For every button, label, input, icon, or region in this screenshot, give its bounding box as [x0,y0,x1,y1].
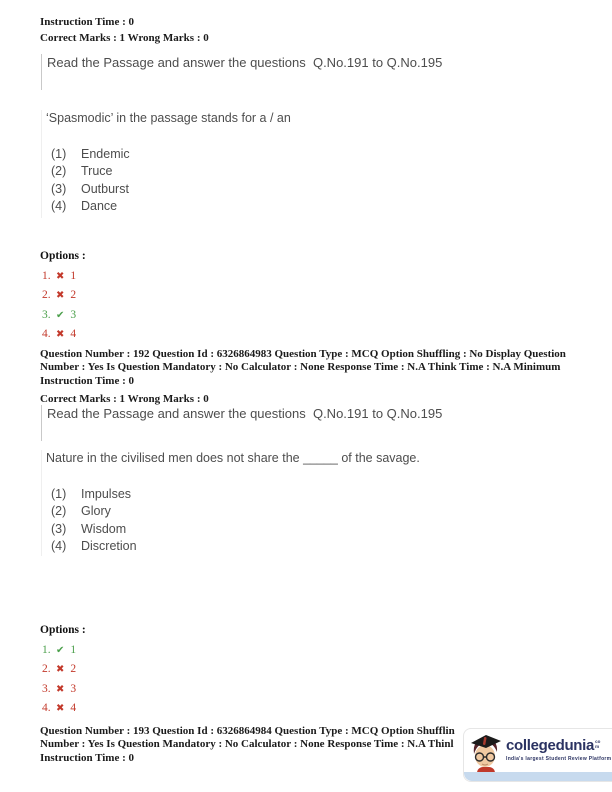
answer-row [42,699,76,718]
answer-number: 4. [42,702,51,715]
choice-row [51,486,420,503]
cross-icon: ✖ [56,290,65,302]
answer-row [42,325,76,344]
choice-label: Dance [81,199,118,214]
answer-value: 2 [70,663,77,676]
answer-value: 3 [70,308,77,321]
answer-number: 4. [42,328,51,341]
check-icon: ✔ [56,309,65,321]
question-192-body [41,450,420,556]
choice-label: Impulses [81,487,132,501]
choice-number: (3) [51,181,67,196]
answer-value: 1 [70,644,77,656]
answer-row [42,680,76,699]
marks-line: Correct Marks : 1 Wrong Marks : 0 [40,393,209,405]
cross-icon: ✖ [56,703,65,715]
question-text: ‘Spasmodic’ in the passage stands for a / an [46,111,291,125]
choice-number: (1) [51,487,67,501]
answer-value: 1 [70,270,77,282]
answer-value: 4 [70,328,77,341]
choice-row [51,181,291,198]
answer-value: 4 [70,702,77,715]
cross-icon: ✖ [56,683,65,695]
choice-row [51,198,291,215]
choice-row [51,503,420,520]
answer-value: 2 [70,289,77,302]
marks-line: Correct Marks : 1 Wrong Marks : 0 [40,32,209,44]
logo-text [506,738,611,762]
question-191-body [41,110,291,218]
answer-number: 3. [42,308,51,321]
choice-number: (4) [51,539,67,554]
answer-row [42,286,76,305]
answer-key-191 [42,267,76,345]
choice-label: Outburst [81,181,129,196]
choice-label: Wisdom [81,521,127,536]
options-heading: Options : [40,250,86,262]
choice-label: Glory [81,504,111,519]
brand-suffix: com [595,739,601,749]
brand-tagline: India's largest Student Review Platform [506,756,612,762]
check-icon: ✔ [56,645,65,656]
brand-line [506,738,611,754]
cross-icon: ✖ [56,271,65,282]
meta-line: Number : Yes Is Question Mandatory : No Calculator : None Response Time : N.A Think Time : N.A Minimum [40,361,561,374]
meta-line: Instruction Time : 0 [40,374,135,387]
meta-line: Question Number : 192 Question Id : 6326864983 Question Type : MCQ Option Shuffling : No Display Question [40,348,566,360]
logo-bottom-strip [464,772,612,781]
meta-line: Number : Yes Is Question Mandatory : No Calculator : None Response Time : N.A Thinl [40,738,454,751]
cross-icon: ✖ [56,664,65,676]
choice-row [51,146,291,163]
answer-row [42,660,76,679]
choice-row [51,163,291,180]
meta-line: Question Number : 193 Question Id : 6326864984 Question Type : MCQ Option Shufflin [40,725,455,737]
choice-label: Truce [81,164,113,179]
choice-number: (1) [51,147,67,161]
choice-list [46,146,291,216]
question-193-meta [40,725,455,765]
answer-value: 3 [70,682,77,695]
choice-row [51,538,420,555]
answer-number: 2. [42,663,51,676]
question-191-meta [40,14,209,46]
passage-instruction: Read the Passage and answer the questions Q.No.191 to Q.No.195 [41,54,442,90]
choice-row [51,521,420,538]
answer-number: 2. [42,289,51,302]
answer-number: 1. [42,270,51,282]
brand-name: collegedunia [506,737,595,754]
answer-number: 3. [42,682,51,695]
choice-number: (2) [51,164,67,179]
answer-key-192 [42,641,76,719]
question-192-meta [40,348,566,388]
answer-row [42,267,76,286]
choice-label: Discretion [81,539,137,554]
cross-icon: ✖ [56,329,65,341]
answer-row [42,641,76,660]
choice-number: (4) [51,199,67,214]
collegedunia-logo [463,728,612,782]
instruction-time-line: Instruction Time : 0 [40,16,135,28]
choice-list [46,486,420,556]
choice-number: (2) [51,504,67,519]
question-text: Nature in the civilised men does not share the _____ of the savage. [46,451,420,465]
choice-label: Endemic [81,147,130,161]
choice-number: (3) [51,521,67,536]
answer-row [42,306,76,325]
meta-line: Instruction Time : 0 [40,751,135,764]
options-heading: Options : [40,624,86,636]
passage-instruction: Read the Passage and answer the questions Q.No.191 to Q.No.195 [41,405,442,441]
answer-number: 1. [42,644,51,656]
